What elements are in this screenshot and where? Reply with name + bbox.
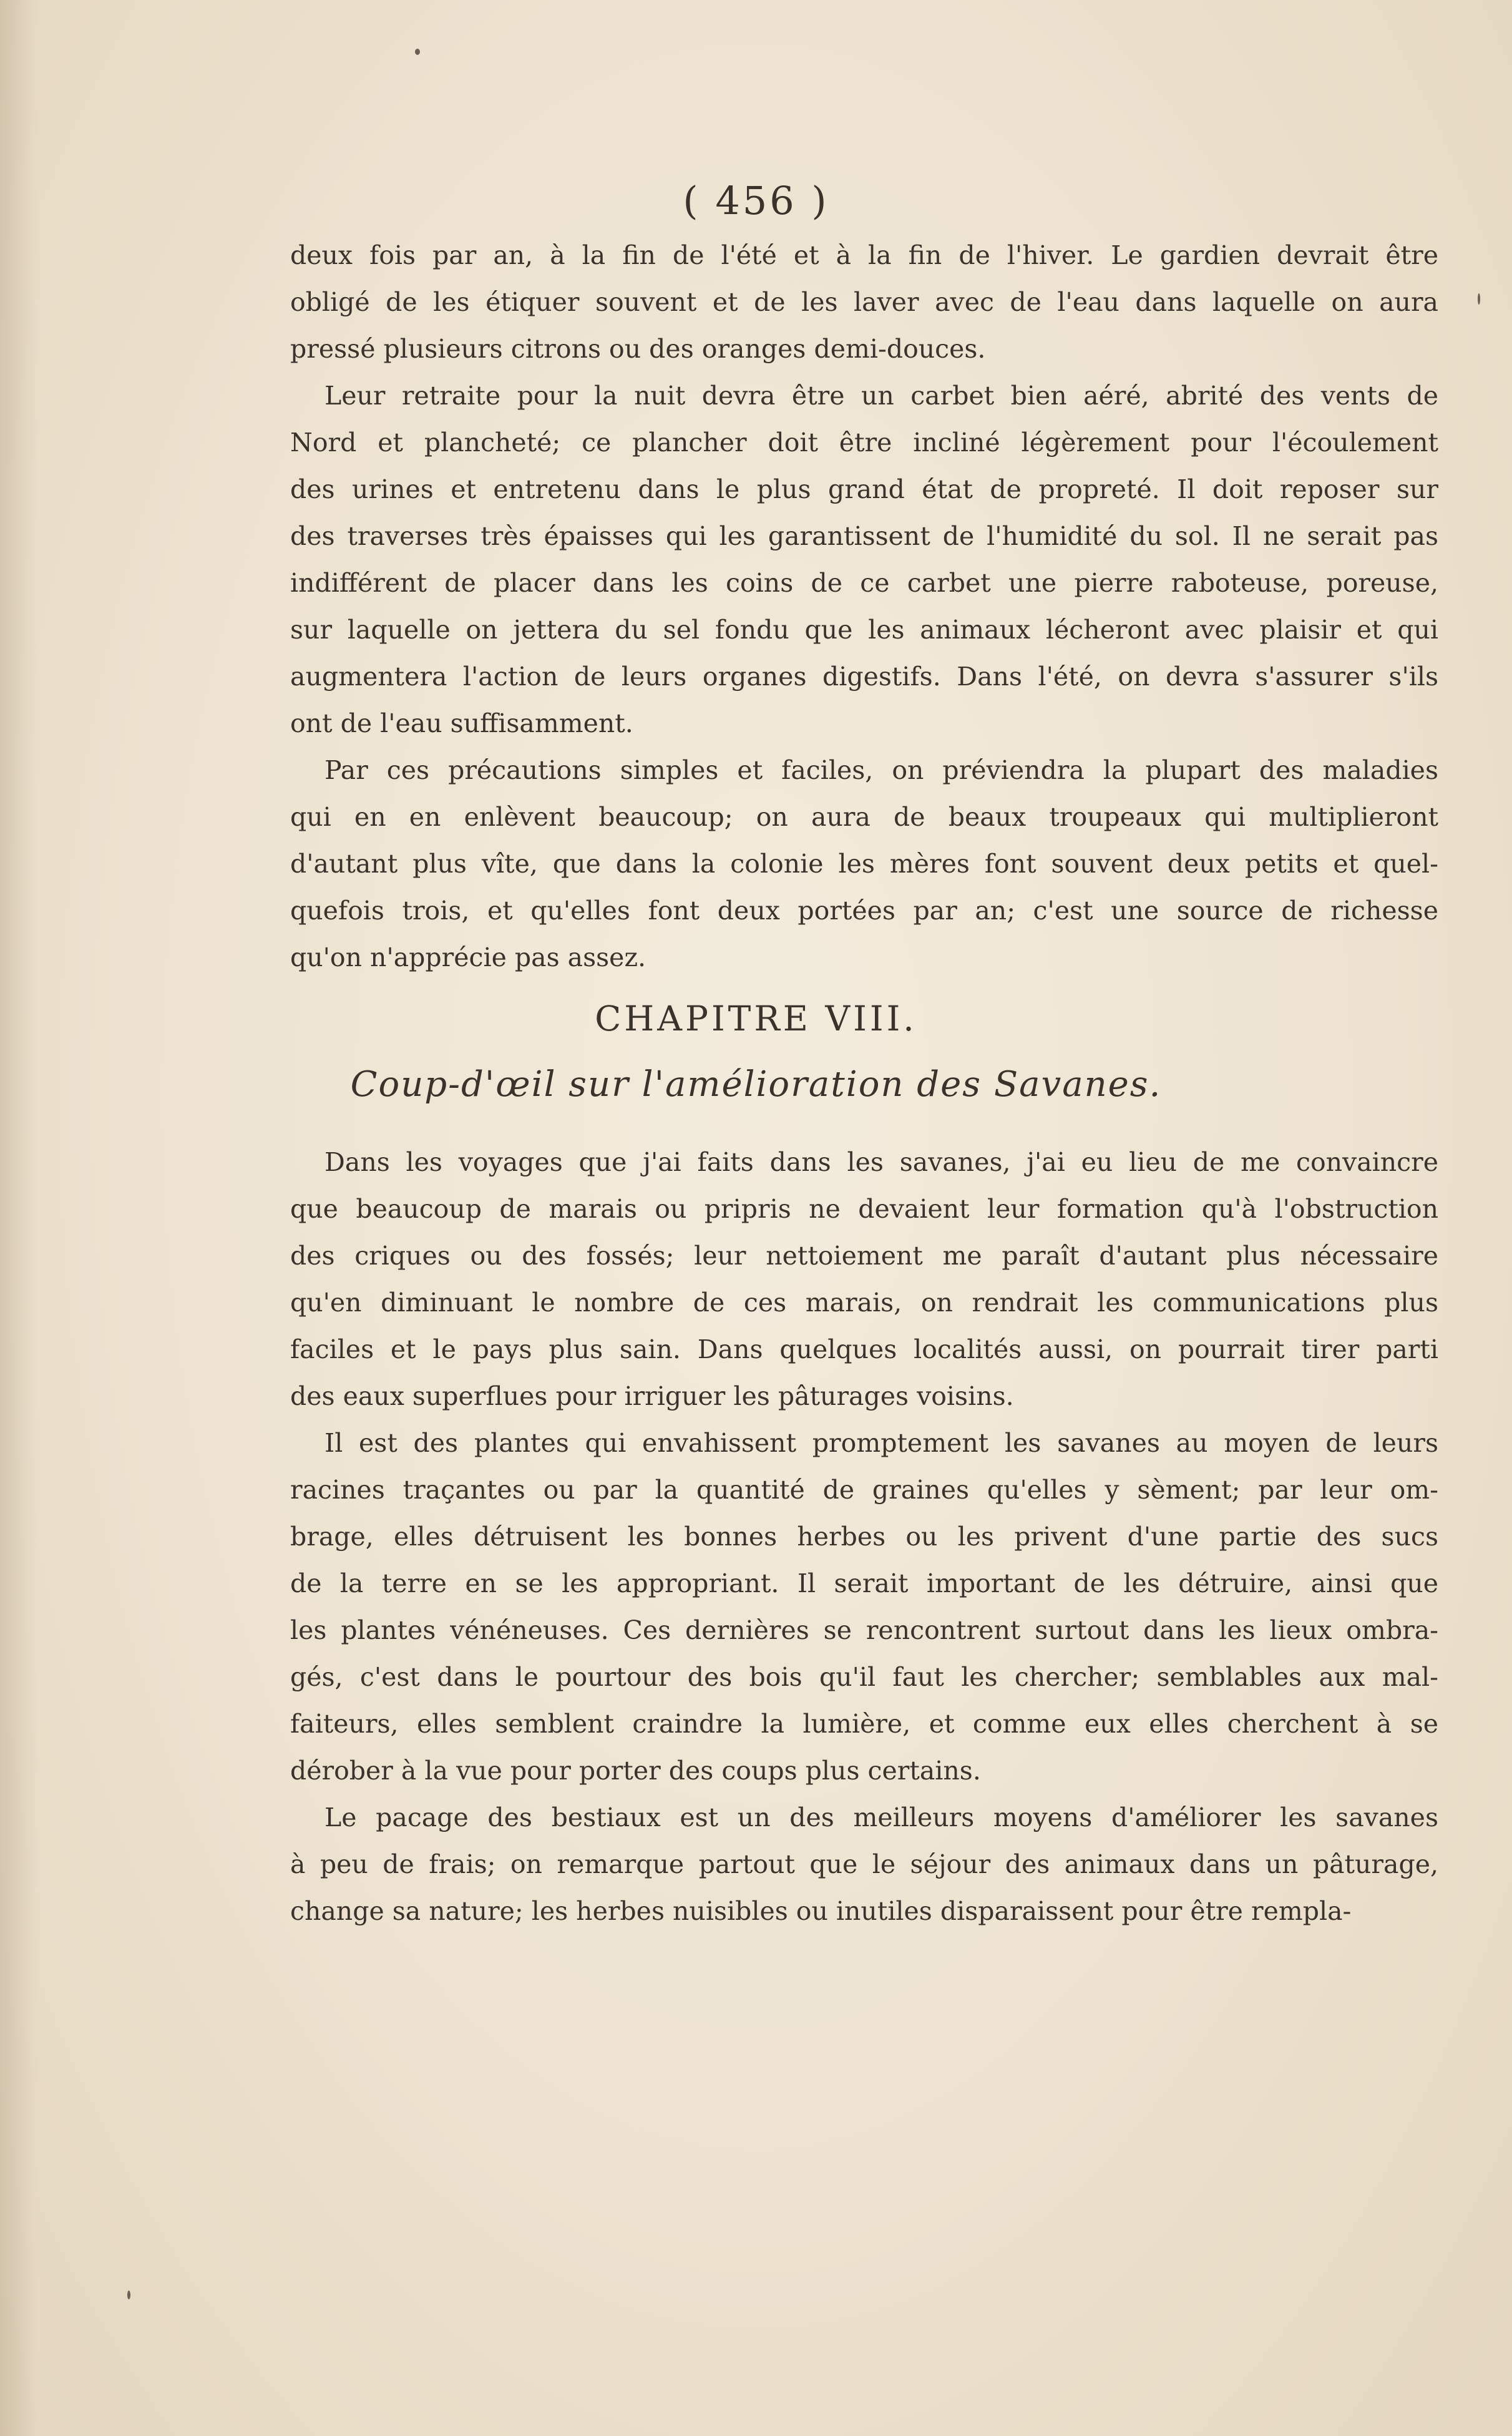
- text-line: à peu de frais; on remarque partout que le séjour des animaux dans un pâturage,: [290, 1849, 1438, 1879]
- text-line: Dans les voyages que j'ai faits dans les savanes, j'ai eu lieu de me convaincre: [324, 1147, 1438, 1177]
- text-line: change sa nature; les herbes nuisibles ou inutiles disparaissent pour être rempla-: [290, 1896, 1352, 1926]
- text-line: dérober à la vue pour porter des coups plus certains.: [290, 1756, 981, 1786]
- text-line: racines traçantes ou par la quantité de graines qu'elles y sèment; par leur om-: [290, 1475, 1438, 1505]
- text-line: sur laquelle on jettera du sel fondu que les animaux lécheront avec plaisir et qui: [290, 615, 1438, 645]
- text-line: Il est des plantes qui envahissent promptement les savanes au moyen de leurs: [324, 1428, 1438, 1458]
- text-line: d'autant plus vîte, que dans la colonie les mères font souvent deux petits et quel-: [290, 849, 1438, 879]
- text-line: des urines et entretenu dans le plus grand état de propreté. Il doit reposer sur: [290, 474, 1438, 504]
- ink-speck: [127, 2291, 130, 2299]
- text-line: faciles et le pays plus sain. Dans quelques localités aussi, on pourrait tirer parti: [290, 1334, 1438, 1364]
- text-line: que beaucoup de marais ou pripris ne devaient leur formation qu'à l'obstruction: [290, 1194, 1438, 1224]
- text-line: obligé de les étiquer souvent et de les laver avec de l'eau dans laquelle on aura: [290, 287, 1438, 317]
- ink-speck: [1478, 293, 1480, 305]
- text-line: Nord et plancheté; ce plancher doit être incliné légèrement pour l'écoulement: [290, 428, 1438, 457]
- text-line: faiteurs, elles semblent craindre la lumière, et comme eux elles cherchent à se: [290, 1709, 1438, 1739]
- text-line: les plantes vénéneuses. Ces dernières se rencontrent surtout dans les lieux ombra-: [290, 1615, 1438, 1645]
- text-line: des criques ou des fossés; leur nettoiement me paraît d'autant plus nécessaire: [290, 1241, 1438, 1271]
- text-line: Le pacage des bestiaux est un des meilleurs moyens d'améliorer les savanes: [324, 1803, 1438, 1832]
- text-line: quefois trois, et qu'elles font deux portées par an; c'est une source de richesse: [290, 896, 1438, 926]
- text-line: pressé plusieurs citrons ou des oranges demi-douces.: [290, 334, 986, 364]
- ink-speck: [415, 49, 420, 55]
- page-number: ( 456 ): [683, 178, 829, 223]
- text-line: augmentera l'action de leurs organes digestifs. Dans l'été, on devra s'assurer s'ils: [290, 662, 1438, 692]
- text-line: qu'en diminuant le nombre de ces marais, on rendrait les communications plus: [290, 1288, 1438, 1318]
- text-line: brage, elles détruisent les bonnes herbes ou les privent d'une partie des sucs: [290, 1522, 1438, 1552]
- text-line: indifférent de placer dans les coins de ce carbet une pierre raboteuse, poreuse,: [290, 568, 1438, 598]
- text-line: ont de l'eau suffisamment.: [290, 708, 633, 738]
- page-edge-shadow: [0, 0, 37, 2436]
- text-line: des traverses très épaisses qui les garantissent de l'humidité du sol. Il ne serait pas: [290, 521, 1438, 551]
- text-line: qu'on n'apprécie pas assez.: [290, 942, 646, 972]
- chapter-subtitle: Coup-d'œil sur l'amélioration des Savanes.: [350, 1064, 1162, 1105]
- text-line: qui en en enlèvent beaucoup; on aura de beaux troupeaux qui multiplieront: [290, 802, 1438, 832]
- text-line: Leur retraite pour la nuit devra être un carbet bien aéré, abrité des vents de: [324, 381, 1438, 411]
- text-line: deux fois par an, à la fin de l'été et à la fin de l'hiver. Le gardien devrait être: [290, 240, 1438, 270]
- text-line: Par ces précautions simples et faciles, on préviendra la plupart des maladies: [324, 755, 1438, 785]
- text-section-2: [290, 1139, 1438, 1935]
- text-line: des eaux superflues pour irriguer les pâturages voisins.: [290, 1381, 1014, 1411]
- text-section-1: [290, 232, 1438, 981]
- text-line: de la terre en se les appropriant. Il serait important de les détruire, ainsi que: [290, 1568, 1438, 1598]
- text-line: gés, c'est dans le pourtour des bois qu'il faut les chercher; semblables aux mal-: [290, 1662, 1438, 1692]
- chapter-title: CHAPITRE VIII.: [595, 999, 917, 1039]
